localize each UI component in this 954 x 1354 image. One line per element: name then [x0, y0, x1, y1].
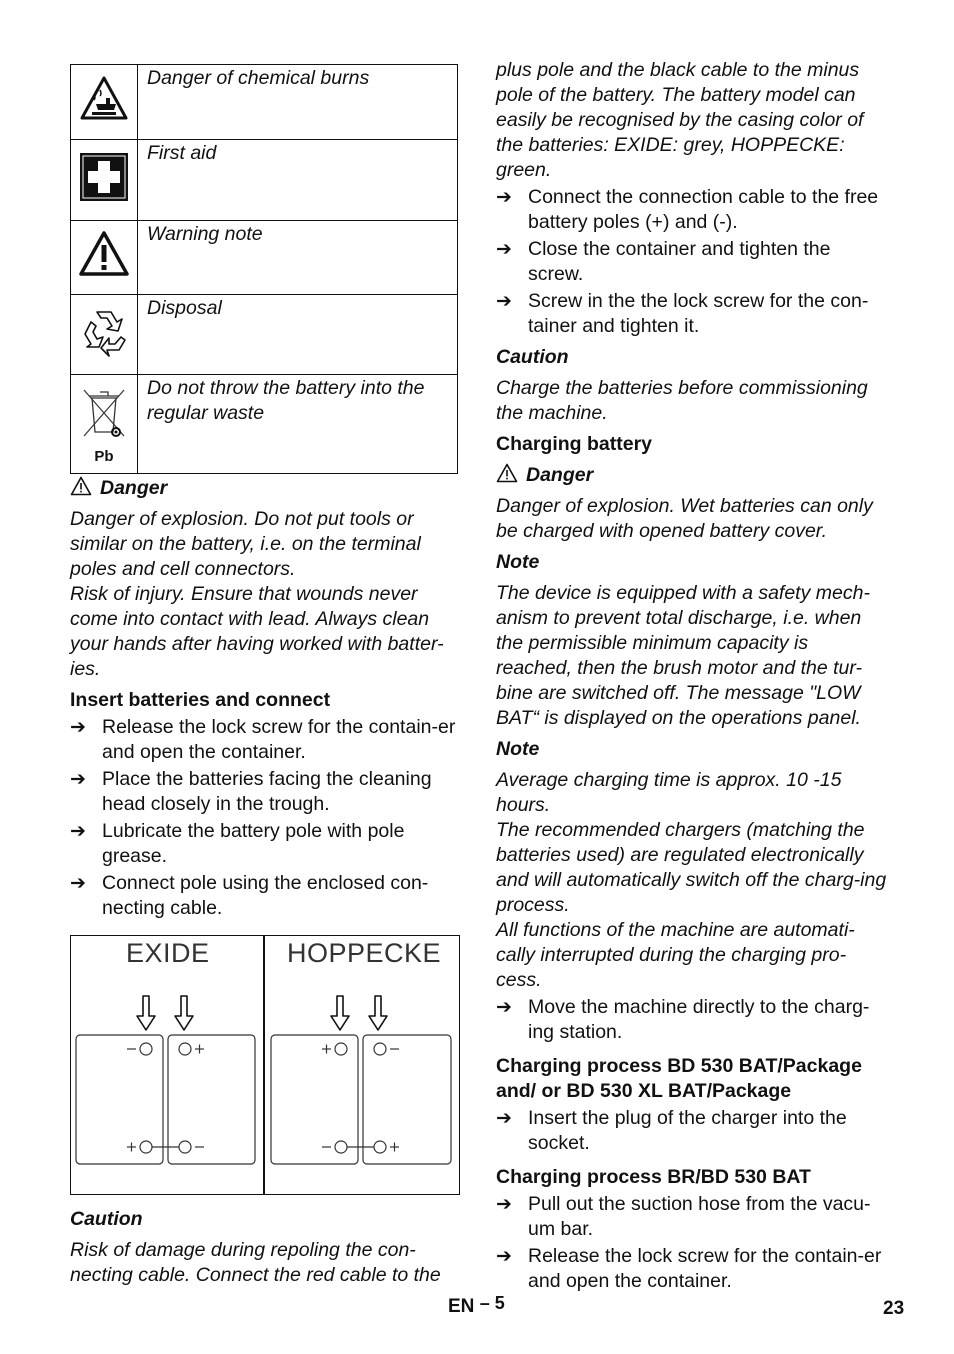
section-heading: Charging battery [496, 433, 653, 455]
caution-text: Risk of damage during repoling the con-necting cable. Connect the red cable to the [70, 1239, 441, 1286]
warning-triangle-icon [496, 463, 518, 483]
note-heading: Note [496, 738, 540, 760]
symbol-label: Warning note [138, 221, 458, 295]
danger-heading: Danger [70, 476, 460, 501]
arrow-right-icon: ➔ [70, 873, 86, 894]
section-heading: Charging process BR/BD 530 BAT [496, 1166, 811, 1188]
note-text: The recommended chargers (matching the batteries used) are regulated electronically and will automatically switch off the charg-ing process. [496, 819, 887, 916]
page-number: 23 [883, 1298, 905, 1319]
list-item: ➔ Release the lock screw for the contain-er and open the container. [70, 716, 456, 763]
note-text: The device is equipped with a safety mech-anism to prevent total discharge, i.e. when the permissible minimum capacity is reached, then the brush motor and the tur-bine are switched off. The message "LOW BAT“ is displayed on the operations panel. [496, 582, 870, 729]
list-item: ➔ Close the container and tighten the screw. [496, 238, 831, 285]
arrow-right-icon: ➔ [496, 291, 512, 312]
list-item: ➔ Pull out the suction hose from the vacu-um bar. [496, 1193, 871, 1240]
caution-text: Charge the batteries before commissioning the machine. [496, 377, 868, 424]
list-item: ➔ Connect the connection cable to the free battery poles (+) and (-). [496, 186, 879, 233]
list-item: ➔ Place the batteries facing the cleaning head closely in the trough. [70, 768, 432, 815]
danger-text: Risk of injury. Ensure that wounds never come into contact with lead. Always clean your hands after having worked with batter-ies. [70, 583, 444, 680]
footer-lang: EN [448, 1296, 475, 1317]
list-item: ➔ Release the lock screw for the contain-er and open the container. [496, 1245, 882, 1292]
crossed-bin-icon [71, 375, 138, 474]
pb-label: Pb [94, 447, 114, 465]
chemical-burns-warning-icon [71, 65, 138, 140]
battery-wiring-drawing [71, 936, 459, 1194]
danger-text: Danger of explosion. Wet batteries can only be charged with opened battery cover. [496, 495, 873, 542]
list-item: ➔ Move the machine directly to the charg-ing station. [496, 996, 870, 1043]
danger-text: Danger of explosion. Do not put tools or similar on the battery, i.e. on the terminal poles and cell connectors. [70, 508, 421, 580]
symbol-row [71, 221, 458, 295]
arrow-right-icon: ➔ [496, 187, 512, 208]
arrow-right-icon: ➔ [496, 1108, 512, 1129]
list-item: ➔ Connect pole using the enclosed con-necting cable. [70, 872, 429, 919]
note-text: Average charging time is approx. 10 -15 hours. [496, 769, 842, 816]
symbol-row [71, 140, 458, 221]
recycling-icon [71, 295, 138, 375]
symbol-label: Disposal [138, 295, 458, 375]
section-heading: Insert batteries and connect [70, 689, 331, 711]
footer-section [448, 1293, 505, 1318]
note-heading: Note [496, 551, 540, 573]
symbol-row [71, 65, 458, 140]
symbol-label: Do not throw the battery into the regular waste [138, 375, 458, 474]
list-item: ➔ Screw in the the lock screw for the con-tainer and tighten it. [496, 290, 869, 337]
arrow-right-icon: ➔ [70, 821, 86, 842]
list-item: ➔ Insert the plug of the charger into the socket. [496, 1107, 847, 1154]
continued-text: plus pole and the black cable to the minus pole of the battery. The battery model can easily be recognised by the casing color of the batteries: EXIDE: grey, HOPPECKE: green. [496, 59, 864, 181]
exide-label: EXIDE [126, 938, 210, 968]
list-item: ➔ Lubricate the battery pole with pole grease. [70, 820, 405, 867]
footer-section-number: – 5 [479, 1293, 505, 1313]
arrow-right-icon: ➔ [496, 1246, 512, 1267]
first-aid-icon [71, 140, 138, 221]
warning-triangle-icon [71, 221, 138, 295]
symbol-row [71, 295, 458, 375]
arrow-right-icon: ➔ [496, 1194, 512, 1215]
section-heading: Charging process BD 530 BAT/Package and/ or BD 530 XL BAT/Package [496, 1055, 862, 1102]
left-column [70, 58, 460, 1288]
caution-heading: Caution [70, 1208, 143, 1230]
symbol-label: Danger of chemical burns [138, 65, 458, 140]
arrow-right-icon: ➔ [70, 769, 86, 790]
arrow-right-icon: ➔ [496, 997, 512, 1018]
right-column [496, 58, 888, 1294]
battery-diagram [70, 935, 460, 1195]
symbol-row [71, 375, 458, 474]
note-text: All functions of the machine are automati-cally interrupted during the charging pro-cess. [496, 919, 855, 991]
symbol-label: First aid [138, 140, 458, 221]
caution-heading: Caution [496, 346, 569, 368]
warning-triangle-icon [70, 476, 92, 496]
arrow-right-icon: ➔ [496, 239, 512, 260]
danger-heading: Danger [496, 463, 888, 488]
arrow-right-icon: ➔ [70, 717, 86, 738]
symbol-table [70, 64, 458, 474]
hoppecke-label: HOPPECKE [287, 938, 442, 968]
